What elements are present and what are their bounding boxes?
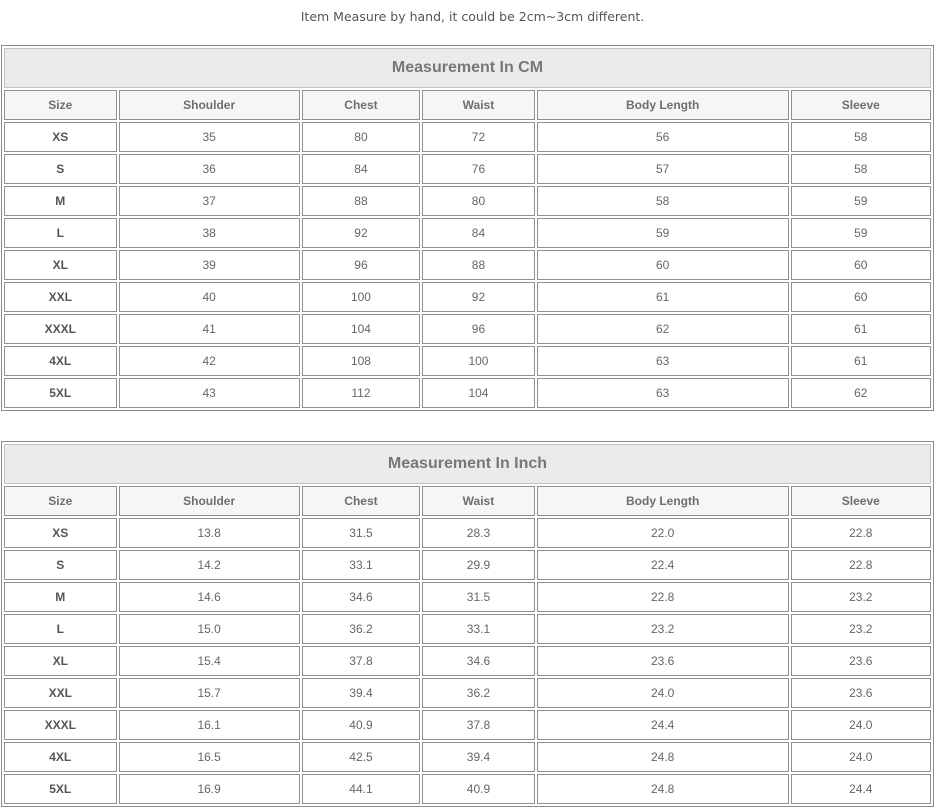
measurement-cell: 58 xyxy=(791,122,931,152)
measurement-cell: 80 xyxy=(302,122,420,152)
size-label-cell: 5XL xyxy=(4,378,117,408)
measurement-cell: 100 xyxy=(302,282,420,312)
measurement-cell: 104 xyxy=(302,314,420,344)
size-label-cell: XXL xyxy=(4,282,117,312)
table-body xyxy=(4,90,931,410)
column-header: Chest xyxy=(302,486,420,516)
column-header: Waist xyxy=(422,90,535,120)
measurement-cell: 28.3 xyxy=(422,518,535,548)
measurement-cell: 40.9 xyxy=(302,710,420,740)
measurement-cell: 63 xyxy=(537,378,789,408)
measurement-cell: 44.1 xyxy=(302,774,420,804)
size-label-cell: L xyxy=(4,218,117,248)
table-row xyxy=(4,122,931,152)
size-label-cell: 4XL xyxy=(4,742,117,772)
measurement-cell: 24.8 xyxy=(537,774,789,804)
size-label-cell: S xyxy=(4,550,117,580)
measurement-cell: 43 xyxy=(119,378,300,408)
measurement-cell: 56 xyxy=(537,122,789,152)
table-title: Measurement In Inch xyxy=(4,444,931,484)
measurement-cell: 80 xyxy=(422,186,535,216)
measurement-cell: 16.9 xyxy=(119,774,300,804)
table-row xyxy=(4,646,931,676)
column-header: Waist xyxy=(422,486,535,516)
table-row xyxy=(4,518,931,548)
size-label-cell: XXXL xyxy=(4,710,117,740)
measurement-cell: 16.5 xyxy=(119,742,300,772)
column-header: Size xyxy=(4,486,117,516)
measurement-cell: 31.5 xyxy=(302,518,420,548)
size-label-cell: L xyxy=(4,614,117,644)
size-label-cell: XL xyxy=(4,250,117,280)
measurement-cell: 59 xyxy=(537,218,789,248)
measurement-cell: 39 xyxy=(119,250,300,280)
table-row xyxy=(4,742,931,772)
table-row xyxy=(4,774,931,804)
measurement-cell: 24.4 xyxy=(791,774,931,804)
measurement-cell: 24.0 xyxy=(791,742,931,772)
measurement-cell: 38 xyxy=(119,218,300,248)
measurement-cell: 88 xyxy=(422,250,535,280)
table-row xyxy=(4,550,931,580)
measurement-cell: 24.0 xyxy=(791,710,931,740)
measurement-cell: 34.6 xyxy=(302,582,420,612)
measurement-cell: 42 xyxy=(119,346,300,376)
table-row xyxy=(4,614,931,644)
measurement-cell: 13.8 xyxy=(119,518,300,548)
measurement-cell: 23.6 xyxy=(791,646,931,676)
measurement-cell: 84 xyxy=(422,218,535,248)
measurement-cell: 104 xyxy=(422,378,535,408)
table-row xyxy=(4,582,931,612)
measurement-cell: 24.0 xyxy=(537,678,789,708)
measurement-cell: 58 xyxy=(537,186,789,216)
measurement-cell: 42.5 xyxy=(302,742,420,772)
size-table-inch xyxy=(1,441,934,807)
measurement-cell: 41 xyxy=(119,314,300,344)
measurement-cell: 29.9 xyxy=(422,550,535,580)
measurement-cell: 15.4 xyxy=(119,646,300,676)
measurement-cell: 62 xyxy=(537,314,789,344)
measurement-cell: 59 xyxy=(791,186,931,216)
measurement-cell: 40.9 xyxy=(422,774,535,804)
measurement-cell: 40 xyxy=(119,282,300,312)
column-header: Shoulder xyxy=(119,486,300,516)
table-row xyxy=(4,186,931,216)
measurement-cell: 24.8 xyxy=(537,742,789,772)
size-table-cm xyxy=(1,45,934,411)
measurement-cell: 34.6 xyxy=(422,646,535,676)
measurement-cell: 36 xyxy=(119,154,300,184)
column-header: Body Length xyxy=(537,90,789,120)
measurement-cell: 33.1 xyxy=(422,614,535,644)
measurement-cell: 23.6 xyxy=(791,678,931,708)
table-row xyxy=(4,218,931,248)
measurement-cell: 35 xyxy=(119,122,300,152)
measurement-cell: 100 xyxy=(422,346,535,376)
measurement-cell: 60 xyxy=(537,250,789,280)
table-body xyxy=(4,486,931,806)
measurement-cell: 92 xyxy=(302,218,420,248)
size-label-cell: XL xyxy=(4,646,117,676)
table-header-row xyxy=(4,90,931,120)
measurement-cell: 22.0 xyxy=(537,518,789,548)
measurement-cell: 23.6 xyxy=(537,646,789,676)
size-label-cell: XS xyxy=(4,122,117,152)
measurement-cell: 14.2 xyxy=(119,550,300,580)
measurement-cell: 22.8 xyxy=(537,582,789,612)
measurement-cell: 61 xyxy=(537,282,789,312)
measurement-cell: 108 xyxy=(302,346,420,376)
measurement-cell: 88 xyxy=(302,186,420,216)
column-header: Body Length xyxy=(537,486,789,516)
size-label-cell: XXXL xyxy=(4,314,117,344)
measurement-cell: 22.4 xyxy=(537,550,789,580)
measurement-cell: 61 xyxy=(791,346,931,376)
measurement-note: Item Measure by hand, it could be 2cm~3cm different. xyxy=(300,9,645,24)
measurement-cell: 37 xyxy=(119,186,300,216)
table-row xyxy=(4,346,931,376)
table-row xyxy=(4,678,931,708)
measurement-cell: 72 xyxy=(422,122,535,152)
table-header-row xyxy=(4,486,931,516)
measurement-cell: 57 xyxy=(537,154,789,184)
size-label-cell: XXL xyxy=(4,678,117,708)
size-label-cell: M xyxy=(4,186,117,216)
table-row xyxy=(4,154,931,184)
size-label-cell: XS xyxy=(4,518,117,548)
table-row xyxy=(4,250,931,280)
measurement-cell: 22.8 xyxy=(791,550,931,580)
measurement-cell: 15.0 xyxy=(119,614,300,644)
measurement-cell: 59 xyxy=(791,218,931,248)
measurement-cell: 37.8 xyxy=(302,646,420,676)
table-row xyxy=(4,710,931,740)
size-label-cell: S xyxy=(4,154,117,184)
measurement-cell: 16.1 xyxy=(119,710,300,740)
measurement-cell: 92 xyxy=(422,282,535,312)
table-row xyxy=(4,282,931,312)
measurement-cell: 62 xyxy=(791,378,931,408)
measurement-cell: 36.2 xyxy=(422,678,535,708)
measurement-cell: 22.8 xyxy=(791,518,931,548)
measurement-cell: 60 xyxy=(791,250,931,280)
measurement-cell: 14.6 xyxy=(119,582,300,612)
measurement-cell: 39.4 xyxy=(422,742,535,772)
measurement-cell: 58 xyxy=(791,154,931,184)
table-row xyxy=(4,378,931,408)
table-title: Measurement In CM xyxy=(4,48,931,88)
measurement-cell: 23.2 xyxy=(537,614,789,644)
measurement-cell: 112 xyxy=(302,378,420,408)
measurement-cell: 39.4 xyxy=(302,678,420,708)
measurement-cell: 15.7 xyxy=(119,678,300,708)
column-header: Sleeve xyxy=(791,486,931,516)
column-header: Sleeve xyxy=(791,90,931,120)
table-row xyxy=(4,314,931,344)
column-header: Size xyxy=(4,90,117,120)
column-header: Chest xyxy=(302,90,420,120)
size-label-cell: 5XL xyxy=(4,774,117,804)
measurement-cell: 24.4 xyxy=(537,710,789,740)
measurement-cell: 33.1 xyxy=(302,550,420,580)
measurement-cell: 63 xyxy=(537,346,789,376)
measurement-cell: 36.2 xyxy=(302,614,420,644)
measurement-cell: 23.2 xyxy=(791,614,931,644)
measurement-cell: 37.8 xyxy=(422,710,535,740)
measurement-cell: 84 xyxy=(302,154,420,184)
measurement-cell: 96 xyxy=(302,250,420,280)
measurement-cell: 96 xyxy=(422,314,535,344)
column-header: Shoulder xyxy=(119,90,300,120)
measurement-cell: 31.5 xyxy=(422,582,535,612)
size-label-cell: M xyxy=(4,582,117,612)
measurement-cell: 23.2 xyxy=(791,582,931,612)
measurement-cell: 76 xyxy=(422,154,535,184)
size-label-cell: 4XL xyxy=(4,346,117,376)
measurement-cell: 60 xyxy=(791,282,931,312)
measurement-cell: 61 xyxy=(791,314,931,344)
